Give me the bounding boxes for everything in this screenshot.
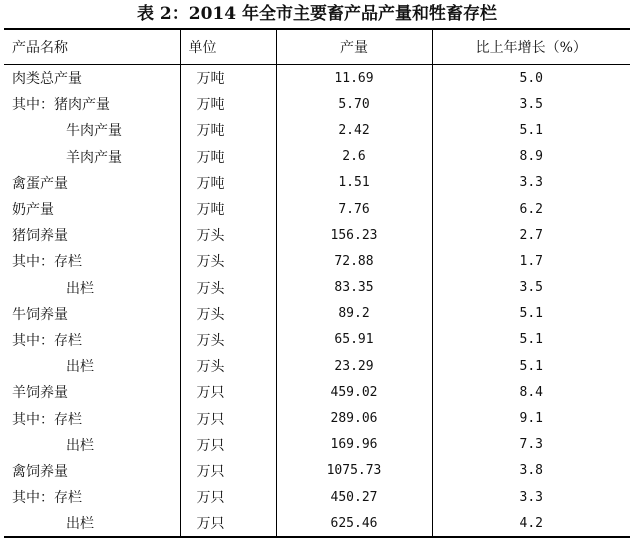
cell-product-name: 奶产量: [12, 202, 54, 219]
cell-unit: 万吨: [180, 65, 276, 92]
cell-product-name: 出栏: [66, 359, 94, 376]
table-row: [4, 117, 630, 143]
cell-output: 169.96: [276, 432, 432, 458]
table-row: [4, 405, 630, 431]
cell-product-name: 牛饲养量: [12, 306, 68, 323]
cell-product-name: 其中：猪肉产量: [12, 97, 110, 114]
cell-output: 2.6: [276, 144, 432, 170]
cell-product-name: 出栏: [66, 280, 94, 297]
cell-growth: 3.5: [432, 275, 630, 301]
cell-output: 459.02: [276, 379, 432, 405]
cell-growth: 3.3: [432, 484, 630, 510]
cell-unit: 万只: [180, 432, 276, 458]
table-row: [4, 144, 630, 170]
cell-product-name: 羊肉产量: [66, 149, 122, 166]
table-row: [4, 379, 630, 405]
cell-output: 72.88: [276, 248, 432, 274]
cell-product-name: 羊饲养量: [12, 385, 68, 402]
cell-product-name: 其中：存栏: [12, 332, 82, 349]
cell-growth: 2.7: [432, 222, 630, 248]
cell-growth: 3.8: [432, 458, 630, 484]
cell-growth: 6.2: [432, 196, 630, 222]
cell-product-name: 其中：存栏: [12, 254, 82, 271]
table-row: [4, 353, 630, 379]
cell-growth: 1.7: [432, 248, 630, 274]
cell-product-name: 其中：存栏: [12, 490, 82, 507]
table-row: [4, 222, 630, 248]
cell-unit: 万只: [180, 405, 276, 431]
table-row: [4, 170, 630, 196]
cell-unit: 万头: [180, 248, 276, 274]
cell-growth: 5.1: [432, 117, 630, 143]
table-row: [4, 484, 630, 510]
table-row: [4, 432, 630, 458]
table-row: [4, 65, 630, 92]
cell-output: 89.2: [276, 301, 432, 327]
cell-unit: 万头: [180, 275, 276, 301]
cell-output: 23.29: [276, 353, 432, 379]
header-growth: 比上年增长（%）: [432, 29, 630, 65]
table-row: [4, 510, 630, 537]
cell-unit: 万只: [180, 484, 276, 510]
cell-growth: 5.0: [432, 65, 630, 92]
table-row: [4, 248, 630, 274]
cell-product-name: 肉类总产量: [12, 71, 82, 88]
cell-output: 289.06: [276, 405, 432, 431]
cell-output: 1075.73: [276, 458, 432, 484]
table-title: 表 2：2014 年全市主要畜产品产量和牲畜存栏: [137, 4, 497, 24]
cell-unit: 万头: [180, 353, 276, 379]
cell-product-name: 出栏: [66, 437, 94, 454]
cell-output: 7.76: [276, 196, 432, 222]
table-row: [4, 91, 630, 117]
table-row: [4, 301, 630, 327]
cell-unit: 万头: [180, 222, 276, 248]
cell-unit: 万头: [180, 327, 276, 353]
cell-unit: 万只: [180, 458, 276, 484]
cell-growth: 5.1: [432, 327, 630, 353]
cell-growth: 3.3: [432, 170, 630, 196]
cell-output: 5.70: [276, 91, 432, 117]
cell-growth: 4.2: [432, 510, 630, 537]
cell-growth: 9.1: [432, 405, 630, 431]
cell-growth: 8.4: [432, 379, 630, 405]
cell-growth: 7.3: [432, 432, 630, 458]
cell-unit: 万吨: [180, 91, 276, 117]
cell-product-name: 牛肉产量: [66, 123, 122, 140]
header-output: 产量: [276, 29, 432, 65]
cell-unit: 万吨: [180, 117, 276, 143]
cell-unit: 万只: [180, 510, 276, 537]
cell-unit: 万只: [180, 379, 276, 405]
cell-growth: 5.1: [432, 301, 630, 327]
table-row: [4, 458, 630, 484]
livestock-table: [4, 28, 630, 538]
cell-unit: 万吨: [180, 196, 276, 222]
cell-output: 450.27: [276, 484, 432, 510]
header-product-name: 产品名称: [12, 40, 68, 56]
cell-output: 156.23: [276, 222, 432, 248]
cell-output: 83.35: [276, 275, 432, 301]
cell-product-name: 猪饲养量: [12, 228, 68, 245]
cell-growth: 3.5: [432, 91, 630, 117]
cell-output: 2.42: [276, 117, 432, 143]
cell-product-name: 禽蛋产量: [12, 175, 68, 192]
cell-unit: 万吨: [180, 144, 276, 170]
table-row: [4, 196, 630, 222]
cell-output: 65.91: [276, 327, 432, 353]
cell-unit: 万吨: [180, 170, 276, 196]
cell-output: 625.46: [276, 510, 432, 537]
table-body: [4, 65, 630, 538]
cell-product-name: 出栏: [66, 516, 94, 533]
cell-output: 1.51: [276, 170, 432, 196]
table-row: [4, 327, 630, 353]
header-row: [4, 29, 630, 65]
cell-growth: 5.1: [432, 353, 630, 379]
cell-product-name: 其中：存栏: [12, 411, 82, 428]
cell-product-name: 禽饲养量: [12, 463, 68, 480]
cell-unit: 万头: [180, 301, 276, 327]
table-row: [4, 275, 630, 301]
cell-output: 11.69: [276, 65, 432, 92]
header-unit: 单位: [180, 29, 276, 65]
cell-growth: 8.9: [432, 144, 630, 170]
